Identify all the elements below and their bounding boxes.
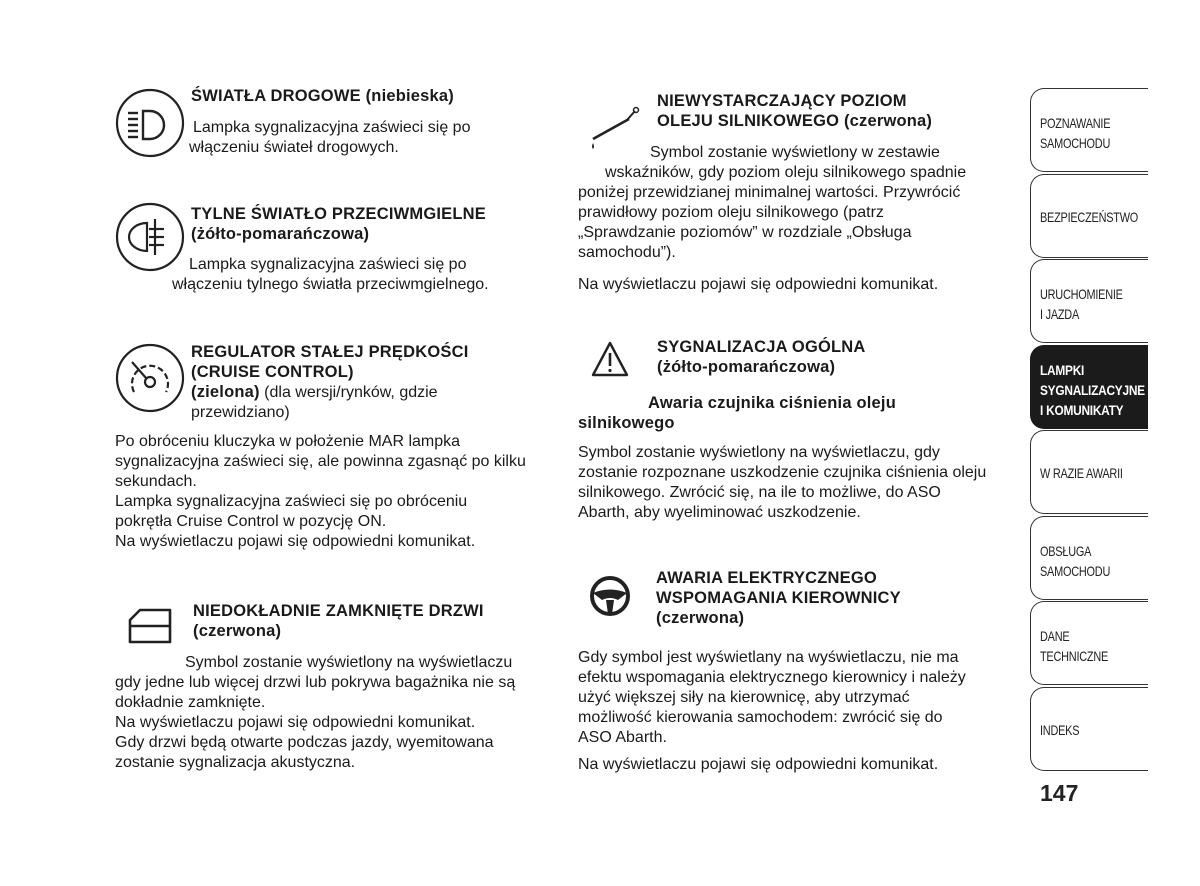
text-line: TYLNE ŚWIATŁO PRZECIWMGIELNE xyxy=(191,205,486,223)
cruise-note-2: przewidziano) xyxy=(191,404,290,421)
text-line: „Sprawdzanie poziomów” w rozdziale „Obsługa xyxy=(578,224,912,241)
text-line: wskaźników, gdy poziom oleju silnikowego spadnie xyxy=(605,164,967,181)
oil-note: Na wyświetlaczu pojawi się odpowiedni komunikat. xyxy=(578,276,939,293)
text-line: dokładnie zamknięte. xyxy=(115,694,266,711)
text-line: (żółto-pomarańczowa) xyxy=(191,225,370,243)
chapter-tab-label: POZNAWANIE SAMOCHODU xyxy=(1040,115,1111,151)
text-line: sekundach. xyxy=(115,473,197,490)
text-line: Symbol zostanie wyświetlony w zestawie xyxy=(650,144,940,161)
text-line: zostanie sygnalizacja akustyczna. xyxy=(115,754,356,771)
steering-note: Na wyświetlaczu pojawi się odpowiedni komunikat. xyxy=(578,756,939,773)
text-line: sygnalizacyjna zaświeci się, ale powinna zgasnąć po kilku xyxy=(115,453,526,470)
door-open-icon xyxy=(126,604,176,646)
oil-description xyxy=(578,143,966,263)
chapter-tab-label: URUCHOMIENIE I JAZDA xyxy=(1040,286,1123,322)
general-warning-title xyxy=(657,337,866,377)
chapter-tab-label: BEZPIECZEŃSTWO xyxy=(1040,208,1139,225)
warning-triangle-icon xyxy=(590,340,630,378)
text-line: AWARIA ELEKTRYCZNEGO xyxy=(656,569,877,587)
chapter-tab[interactable] xyxy=(1030,345,1148,429)
rear-fog-title xyxy=(191,204,486,244)
text-line: Gdy symbol jest wyświetlany na wyświetlaczu, nie ma xyxy=(578,649,959,666)
text-line: pokrętła Cruise Control w pozycję ON. xyxy=(115,513,387,530)
door-title xyxy=(193,601,484,641)
door-description xyxy=(115,653,515,773)
chapter-tab-label: LAMPKI SYGNALIZACYJNE I KOMUNIKATY xyxy=(1040,361,1145,418)
text-line: użyć większej siły na kierownicę, aby utrzymać xyxy=(578,689,910,706)
cruise-note: (dla wersji/rynków, gdzie xyxy=(259,384,438,401)
text-line: (CRUISE CONTROL) xyxy=(191,363,354,381)
high-beam-description xyxy=(189,118,470,158)
text-line: Na wyświetlaczu pojawi się odpowiedni komunikat. xyxy=(115,533,476,550)
text-line: poniżej przewidzianej minimalnej wartości. Przywrócić xyxy=(578,184,961,201)
chapter-tab[interactable] xyxy=(1030,430,1148,514)
cruise-control-heading xyxy=(191,342,468,423)
text-line: gdy jedne lub więcej drzwi lub pokrywa bagażnika nie są xyxy=(115,674,516,691)
general-warning-description xyxy=(578,443,986,523)
rear-fog-description xyxy=(172,255,489,295)
text-line: WSPOMAGANIA KIEROWNICY xyxy=(656,589,901,607)
text-line: włączeniu świateł drogowych. xyxy=(189,139,399,156)
text-line: prawidłowy poziom oleju silnikowego (patrz xyxy=(578,204,884,221)
text-line: silnikowego. Zwrócić się, na ile to możliwe, do ASO xyxy=(578,484,941,501)
text-line: silnikowego xyxy=(578,414,675,432)
steering-title xyxy=(656,568,901,628)
text-line: Awaria czujnika ciśnienia oleju xyxy=(648,394,896,412)
page-number: 147 xyxy=(1040,780,1079,806)
chapter-tab[interactable] xyxy=(1030,601,1148,685)
text-line: Symbol zostanie wyświetlony na wyświetlaczu, gdy xyxy=(578,444,940,461)
text-line: Na wyświetlaczu pojawi się odpowiedni komunikat. xyxy=(115,714,476,731)
chapter-tab-label: W RAZIE AWARII xyxy=(1040,465,1123,481)
cruise-color: (zielona) xyxy=(191,383,260,401)
text-line: Lampka sygnalizacyjna zaświeci się po xyxy=(193,119,471,136)
steering-wheel-icon xyxy=(588,574,632,618)
text-line: włączeniu tylnego światła przeciwmgielnego. xyxy=(172,276,489,293)
chapter-tab[interactable] xyxy=(1030,516,1148,600)
text-line: zostanie rozpoznane uszkodzenie czujnika ciśnienia oleju xyxy=(578,464,987,481)
text-line: samochodu”). xyxy=(578,244,676,261)
text-line: (czerwona) xyxy=(656,609,745,627)
text-line: Abarth, aby wyeliminować uszkodzenie. xyxy=(578,504,861,521)
oil-title xyxy=(657,91,932,131)
text-line: (żółto-pomarańczowa) xyxy=(657,358,836,376)
cruise-control-icon xyxy=(114,342,186,414)
chapter-tab[interactable] xyxy=(1030,687,1148,771)
text-line: Symbol zostanie wyświetlony na wyświetlaczu xyxy=(185,654,513,671)
text-line: OLEJU SILNIKOWEGO (czerwona) xyxy=(657,112,933,130)
text-line: Gdy drzwi będą otwarte podczas jazdy, wyemitowana xyxy=(115,734,494,751)
text-line: ŚWIATŁA DROGOWE (niebieska) xyxy=(191,87,454,105)
text-line: możliwość kierowania samochodem: zwrócić się do xyxy=(578,709,943,726)
chapter-tab-label: OBSŁUGA SAMOCHODU xyxy=(1040,542,1111,579)
text-line: ASO Abarth. xyxy=(578,729,667,746)
general-warning-subtitle xyxy=(578,393,896,433)
text-line: SYGNALIZACJA OGÓLNA xyxy=(657,338,866,356)
high-beam-icon xyxy=(114,87,186,159)
text-line: Po obróceniu kluczyka w położenie MAR lampka xyxy=(115,433,461,450)
text-line: (czerwona) xyxy=(193,622,282,640)
chapter-tab-label: DANE TECHNICZNE xyxy=(1040,628,1109,664)
chapter-tab-label: INDEKS xyxy=(1040,721,1080,738)
text-line: Lampka sygnalizacyjna zaświeci się po xyxy=(189,256,467,273)
text-line: NIEWYSTARCZAJĄCY POZIOM xyxy=(657,92,907,110)
chapter-tab[interactable] xyxy=(1030,88,1148,172)
chapter-tab[interactable] xyxy=(1030,259,1148,343)
text-line: efektu wspomagania elektrycznego kierownicy i należy xyxy=(578,669,966,686)
chapter-tab[interactable] xyxy=(1030,174,1148,258)
steering-description xyxy=(578,648,966,748)
cruise-control-title xyxy=(191,342,468,382)
text-line: REGULATOR STAŁEJ PRĘDKOŚCI xyxy=(191,343,469,361)
high-beam-title xyxy=(191,86,454,106)
text-line: Lampka sygnalizacyjna zaświeci się po obróceniu xyxy=(115,493,468,510)
cruise-control-description xyxy=(115,432,526,552)
text-line: NIEDOKŁADNIE ZAMKNIĘTE DRZWI xyxy=(193,602,484,620)
